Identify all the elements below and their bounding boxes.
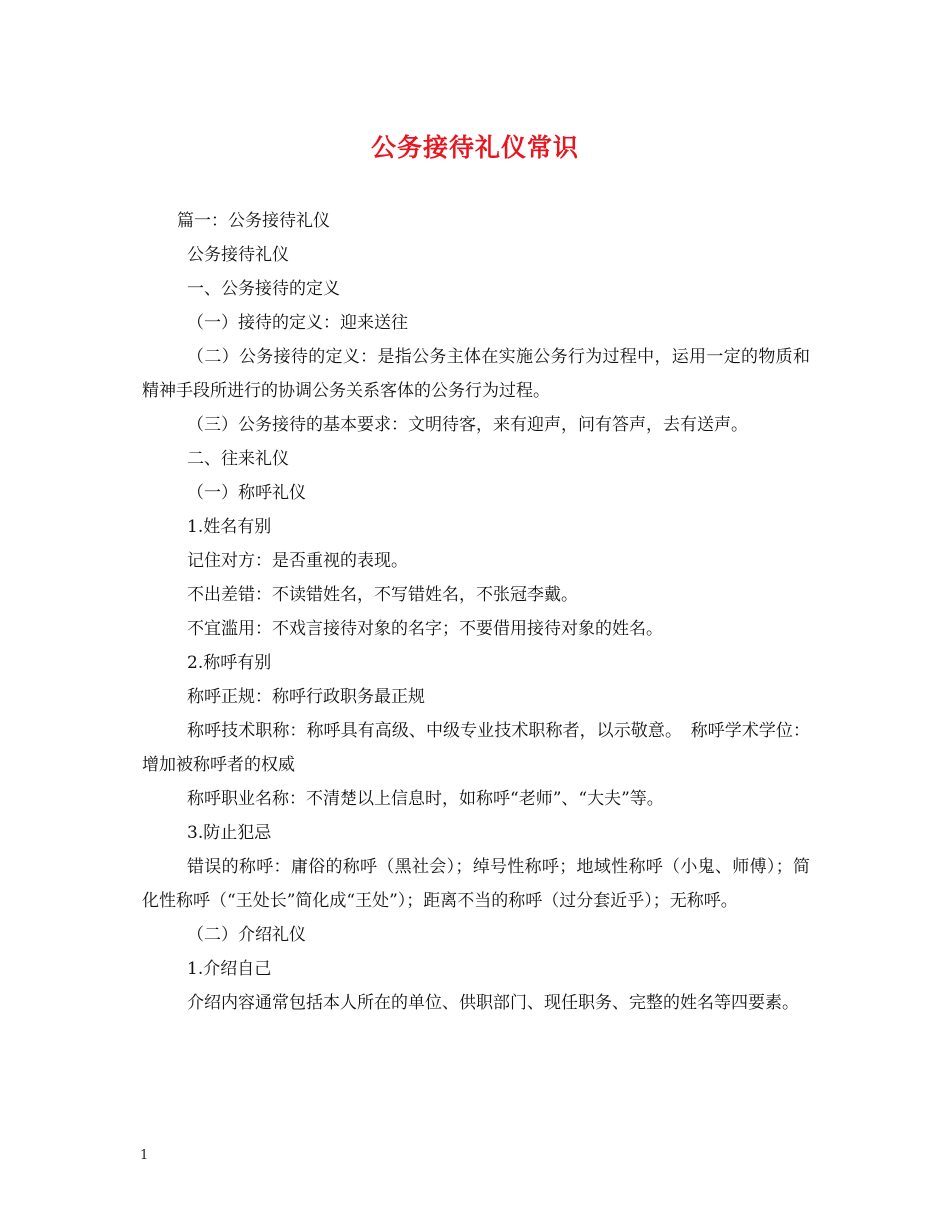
paragraph: 介绍内容通常包括本人所在的单位、供职部门、现任职务、完整的姓名等四要素。 [187, 993, 799, 1013]
paragraph: 不宜滥用：不戏言接待对象的名字；不要借用接待对象的姓名。 [187, 619, 663, 639]
paragraph: 二、往来礼仪 [187, 449, 289, 469]
paragraph: （二）公务接待的定义：是指公务主体在实施公务行为过程中，运用一定的物质和精神手段所进行的协调公务关系客体的公务行为过程。 [142, 347, 810, 401]
paragraph: 称呼技术职称：称呼具有高级、中级专业技术职称者，以示敬意。 称呼学术学位：增加被称呼者的权威 [142, 721, 810, 775]
document-title: 公务接待礼仪常识 [370, 133, 579, 162]
paragraph: （一）称呼礼仪 [187, 483, 306, 503]
document-body [142, 204, 810, 1020]
paragraph: 错误的称呼：庸俗的称呼（黑社会）；绰号性称呼；地域性称呼（小鬼、师傅）；简化性称呼（“王处长”简化成“王处”）；距离不当的称呼（过分套近乎）；无称呼。 [142, 857, 810, 911]
paragraph: （三）公务接待的基本要求：文明待客，来有迎声，问有答声，去有送声。 [187, 415, 748, 435]
paragraph: （二）介绍礼仪 [187, 925, 306, 945]
paragraph: 3.防止犯忌 [187, 823, 272, 843]
paragraph: 1.姓名有别 [187, 517, 272, 537]
paragraph: （一）接待的定义：迎来送往 [187, 313, 408, 333]
paragraph: 公务接待礼仪 [187, 245, 289, 265]
paragraph: 记住对方：是否重视的表现。 [187, 551, 408, 571]
paragraph: 一、公务接待的定义 [187, 279, 340, 299]
page-number: 1 [140, 1148, 149, 1163]
paragraph: 称呼职业名称：不清楚以上信息时，如称呼“老师”、“大夫”等。 [187, 789, 664, 809]
paragraph: 1.介绍自己 [187, 959, 272, 979]
paragraph: 不出差错：不读错姓名，不写错姓名，不张冠李戴。 [187, 585, 578, 605]
paragraph: 篇一：公务接待礼仪 [177, 211, 330, 231]
paragraph: 称呼正规：称呼行政职务最正规 [187, 687, 425, 707]
paragraph: 2.称呼有别 [187, 653, 272, 673]
